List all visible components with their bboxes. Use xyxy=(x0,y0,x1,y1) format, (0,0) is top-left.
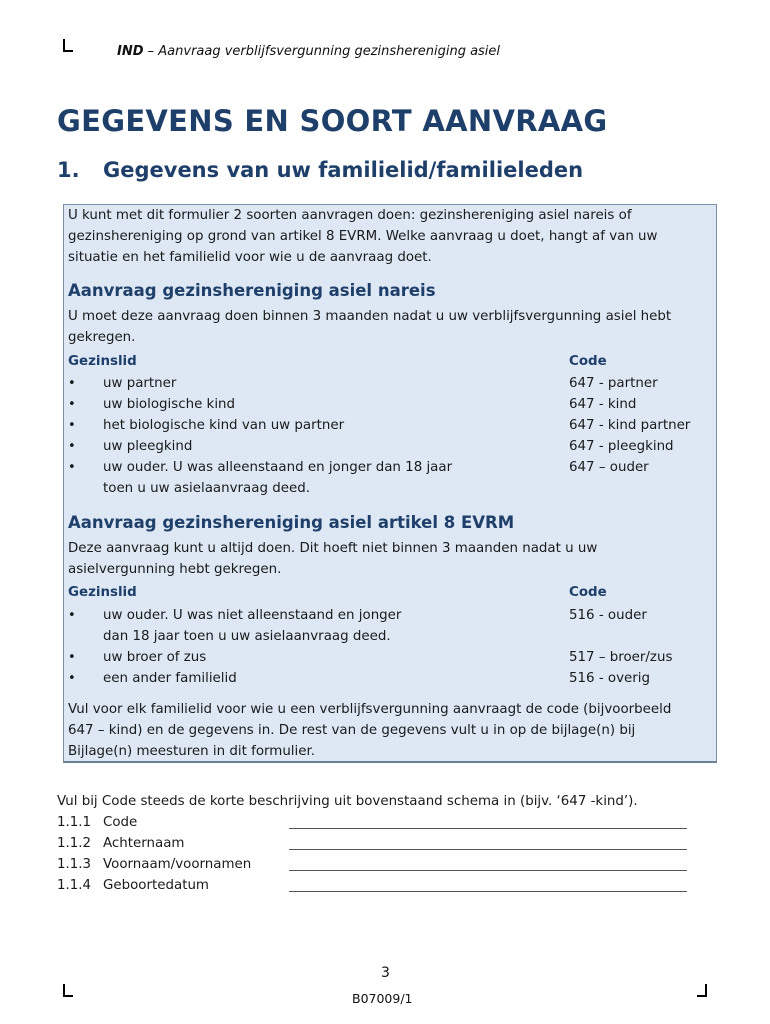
form-code: B07009/1 xyxy=(352,991,413,1006)
nareis-member-5-cont: toen u uw asielaanvraag deed. xyxy=(103,481,310,496)
intro-line-2: gezinshereniging op grond van artikel 8 EVRM. Welke aanvraag u doet, hangt af van uw xyxy=(68,229,658,244)
info-box xyxy=(63,204,717,763)
nareis-text-1: U moet deze aanvraag doen binnen 3 maanden nadat u uw verblijfsvergunning asiel hebt xyxy=(68,309,672,324)
section-title-text: Gegevens van uw familielid/familieleden xyxy=(103,158,584,182)
closing-line-3: Bijlage(n) meesturen in dit formulier. xyxy=(68,744,316,759)
bullet: • xyxy=(68,397,76,412)
field-number: 1.1.4 xyxy=(57,878,92,893)
evrm-member-1-cont: dan 18 jaar toen u uw asielaanvraag deed. xyxy=(103,629,391,644)
field-label-geboortedatum: Geboortedatum xyxy=(103,878,209,893)
evrm-title: Aanvraag gezinshereniging asiel artikel 8 EVRM xyxy=(68,513,515,532)
evrm-text-2: asielvergunning hebt gekregen. xyxy=(68,562,282,577)
closing-line-1: Vul voor elk familielid voor wie u een verblijfsvergunning aanvraagt de code (bijvoorbeeld xyxy=(68,702,672,717)
nareis-col-code: Code xyxy=(569,354,607,369)
page-header xyxy=(117,44,500,59)
evrm-member-3: een ander familielid xyxy=(103,671,237,686)
evrm-code-1: 516 - ouder xyxy=(569,608,647,623)
geboortedatum-field[interactable] xyxy=(289,891,687,892)
field-number: 1.1.2 xyxy=(57,836,92,851)
closing-line-2: 647 – kind) en de gegevens in. De rest van de gegevens vult u in op de bijlage(n) bij xyxy=(68,723,636,738)
bullet: • xyxy=(68,418,76,433)
evrm-col-code: Code xyxy=(569,585,607,600)
intro-line-3: situatie en het familielid voor wie u de aanvraag doet. xyxy=(68,250,432,265)
field-number: 1.1.3 xyxy=(57,857,92,872)
code-field[interactable] xyxy=(289,828,687,829)
crop-mark-bottom-right xyxy=(697,984,707,997)
voornaam-field[interactable] xyxy=(289,870,687,871)
nareis-code-1: 647 - partner xyxy=(569,376,658,391)
nareis-text-2: gekregen. xyxy=(68,330,136,345)
nareis-code-5: 647 – ouder xyxy=(569,460,649,475)
crop-mark-bottom-left xyxy=(63,984,73,997)
evrm-member-2: uw broer of zus xyxy=(103,650,207,665)
field-label-voornaam: Voornaam/voornamen xyxy=(103,857,252,872)
bullet: • xyxy=(68,608,76,623)
page-number: 3 xyxy=(381,965,390,981)
evrm-member-1: uw ouder. U was niet alleenstaand en jonger xyxy=(103,608,402,623)
header-title: – Aanvraag verblijfsvergunning gezinshereniging asiel xyxy=(147,44,501,59)
bullet: • xyxy=(68,439,76,454)
achternaam-field[interactable] xyxy=(289,849,687,850)
nareis-code-3: 647 - kind partner xyxy=(569,418,691,433)
bullet: • xyxy=(68,671,76,686)
evrm-text-1: Deze aanvraag kunt u altijd doen. Dit hoeft niet binnen 3 maanden nadat u uw xyxy=(68,541,598,556)
bullet: • xyxy=(68,650,76,665)
nareis-member-5: uw ouder. U was alleenstaand en jonger dan 18 jaar xyxy=(103,460,453,475)
crop-mark-top-left xyxy=(63,39,73,52)
nareis-member-3: het biologische kind van uw partner xyxy=(103,418,345,433)
intro-line-1: U kunt met dit formulier 2 soorten aanvragen doen: gezinshereniging asiel nareis of xyxy=(68,208,632,223)
nareis-title: Aanvraag gezinshereniging asiel nareis xyxy=(68,281,436,300)
nareis-member-2: uw biologische kind xyxy=(103,397,236,412)
page-title: GEGEVENS EN SOORT AANVRAAG xyxy=(57,104,608,138)
bullet: • xyxy=(68,376,76,391)
bullet: • xyxy=(68,460,76,475)
instruction-text: Vul bij Code steeds de korte beschrijving uit bovenstaand schema in (bijv. ‘647 -kind’). xyxy=(57,794,638,809)
field-number: 1.1.1 xyxy=(57,815,92,830)
section-title xyxy=(57,158,583,182)
nareis-code-2: 647 - kind xyxy=(569,397,637,412)
evrm-col-member: Gezinslid xyxy=(68,585,137,600)
field-label-achternaam: Achternaam xyxy=(103,836,185,851)
nareis-code-4: 647 - pleegkind xyxy=(569,439,674,454)
nareis-col-member: Gezinslid xyxy=(68,354,137,369)
section-number: 1. xyxy=(57,158,80,182)
field-label-code: Code xyxy=(103,815,138,830)
nareis-member-1: uw partner xyxy=(103,376,177,391)
evrm-code-3: 516 - overig xyxy=(569,671,650,686)
header-org: IND xyxy=(117,44,144,59)
evrm-code-2: 517 – broer/zus xyxy=(569,650,673,665)
nareis-member-4: uw pleegkind xyxy=(103,439,193,454)
